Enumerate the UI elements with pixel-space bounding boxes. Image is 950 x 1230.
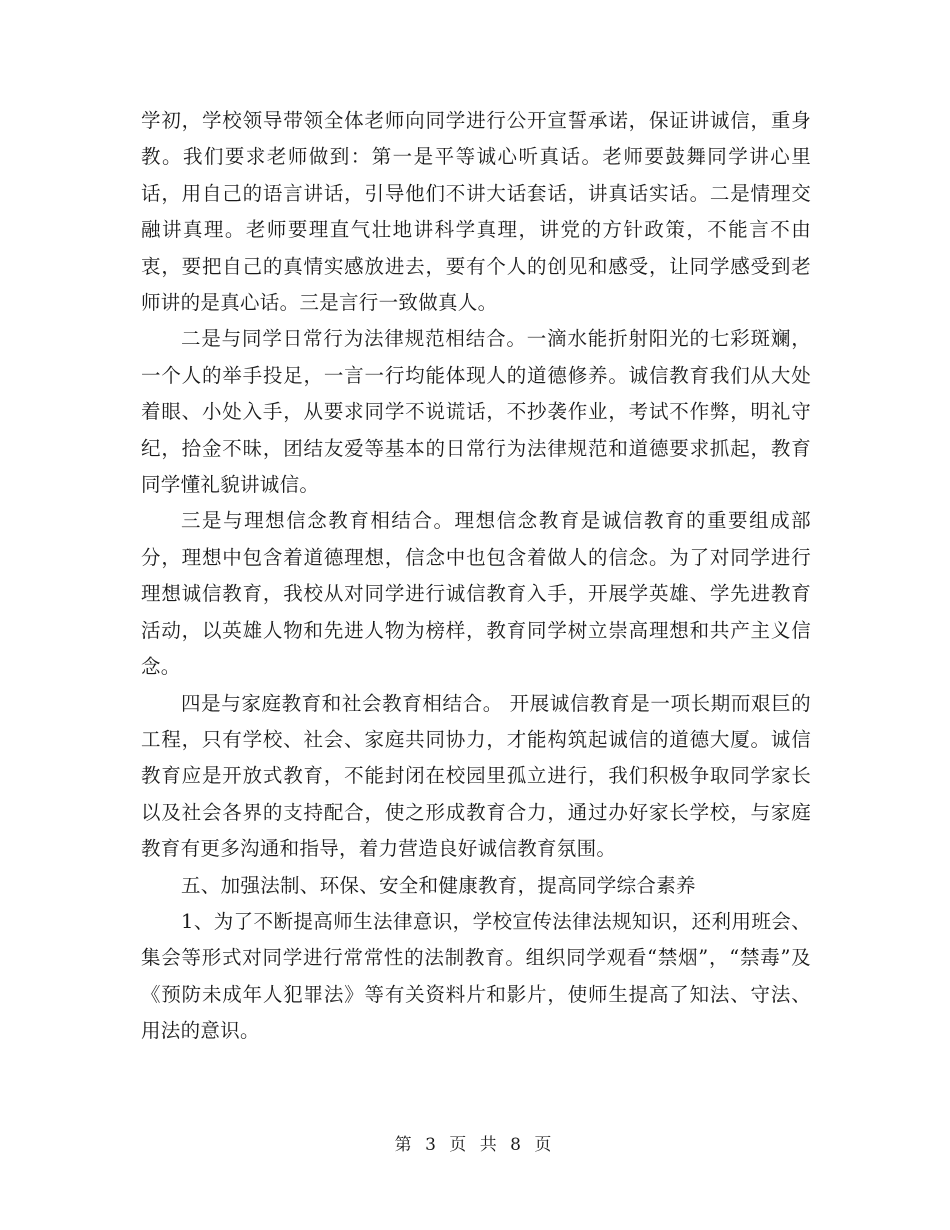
paragraph-family-society: 四是与家庭教育和社会教育相结合。 开展诚信教育是一项长期而艰巨的工程，只有学校、社会、家庭共同协力，才能构筑起诚信的道德大厦。诚信教育应是开放式教育，不能封闭在校园里孤立进行，我们积极争取同学家长以及社会各界的支持配合，使之形成教育合力，通过办好家长学校，与家庭教育有更多沟通和指导，着力营造良好诚信教育氛围。: [141, 691, 811, 861]
paragraph-continuation: 学初，学校领导带领全体老师向同学进行公开宣誓承诺，保证讲诚信，重身教。我们要求老师做到：第一是平等诚心听真话。老师要鼓舞同学讲心里话，用自己的语言讲话，引导他们不讲大话套话，讲真话实话。二是情理交融讲真理。老师要理直气壮地讲科学真理，讲党的方针政策，不能言不由衷，要把自己的真情实感放进去，要有个人的创见和感受，让同学感受到老师讲的是真心话。三是言行一致做真人。: [141, 109, 811, 315]
page-number-footer: 第 3 页 共 8 页: [394, 1135, 556, 1155]
section-heading-five: 五、加强法制、环保、安全和健康教育，提高同学综合素养: [181, 873, 696, 897]
document-body: [141, 103, 811, 1050]
paragraph-ideals-beliefs: 三是与理想信念教育相结合。理想信念教育是诚信教育的重要组成部分，理想中包含着道德理想，信念中也包含着做人的信念。为了对同学进行理想诚信教育，我校从对同学进行诚信教育入手，开展学英雄、学先进教育活动，以英雄人物和先进人物为榜样，教育同学树立崇高理想和共产主义信念。: [141, 509, 811, 679]
paragraph-behavior-norms: 二是与同学日常行为法律规范相结合。一滴水能折射阳光的七彩斑斓，一个人的举手投足，一言一行均能体现人的道德修养。诚信教育我们从大处着眼、小处入手，从要求同学不说谎话，不抄袭作业，考试不作弊，明礼守纪，拾金不昧，团结友爱等基本的日常行为法律规范和道德要求抓起，教育同学懂礼貌讲诚信。: [141, 327, 811, 497]
paragraph-legal-education: 1、为了不断提高师生法律意识，学校宣传法律法规知识，还利用班会、集会等形式对同学进行常常性的法制教育。组织同学观看“禁烟”，“禁毒”及《预防未成年人犯罪法》等有关资料片和影片，使师生提高了知法、守法、用法的意识。: [141, 909, 811, 1043]
